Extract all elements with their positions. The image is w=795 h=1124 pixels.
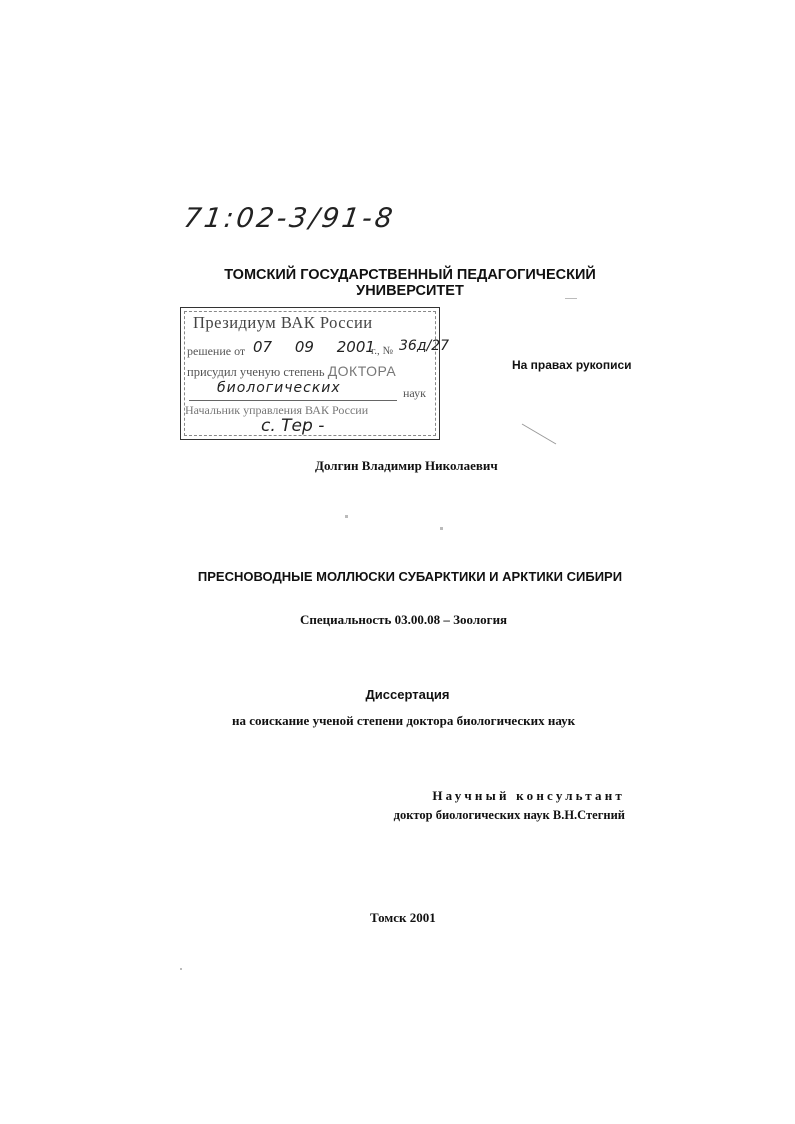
city-year: Томск 2001 [370, 910, 436, 925]
stamp-date-handwritten [253, 338, 375, 356]
stamp-date-year: 2001 [336, 338, 375, 356]
scan-speck [180, 968, 182, 970]
stamp-awarded-line [187, 363, 396, 380]
stamp-decision-prefix: решение от [187, 344, 246, 358]
scan-stroke [520, 420, 560, 450]
stamp-field-suffix: наук [403, 386, 426, 400]
stamp-degree: ДОКТОРА [327, 363, 397, 379]
stamp-awarded-text: присудил ученую степень [187, 365, 325, 379]
stamp-field-underline [189, 400, 397, 401]
consultant-name: доктор биологических наук В.Н.Стегний [393, 808, 625, 822]
rights-note: На правах рукописи [512, 358, 632, 372]
stamp-field-handwritten: биологических [217, 380, 341, 396]
stamp-signature: с. Тер - [261, 416, 325, 436]
document-type: Диссертация [365, 687, 450, 702]
thesis-title: ПРЕСНОВОДНЫЕ МОЛЛЮСКИ СУБАРКТИКИ И АРКТИКИ СИБИРИ [197, 569, 623, 584]
scan-speck [440, 527, 443, 530]
stamp-chief: Начальник управления ВАК России [185, 403, 369, 417]
specialty: Специальность 03.00.08 – Зоология [300, 612, 508, 627]
stamp-decision-line [187, 344, 245, 359]
author-name: Долгин Владимир Николаевич [315, 458, 498, 473]
stamp-number-handwritten: 36д/27 [399, 338, 450, 354]
stamp-date-day: 07 [253, 338, 273, 356]
scan-speck [345, 515, 348, 518]
vak-stamp [180, 307, 450, 440]
stamp-date-suffix: г., № [371, 345, 394, 357]
university-name: ТОМСКИЙ ГОСУДАРСТВЕННЫЙ ПЕДАГОГИЧЕСКИЙ УНИВЕРСИТЕТ [224, 267, 596, 299]
stamp-title: Президиум ВАК России [193, 313, 373, 332]
archive-number-handwritten: 71:02-3/91-8 [181, 203, 398, 234]
degree-purpose: на соискание ученой степени доктора биологических наук [232, 713, 576, 728]
consultant-heading: Научный консультант [432, 788, 625, 803]
stamp-date-month: 09 [294, 338, 314, 356]
scan-speck [565, 298, 577, 299]
